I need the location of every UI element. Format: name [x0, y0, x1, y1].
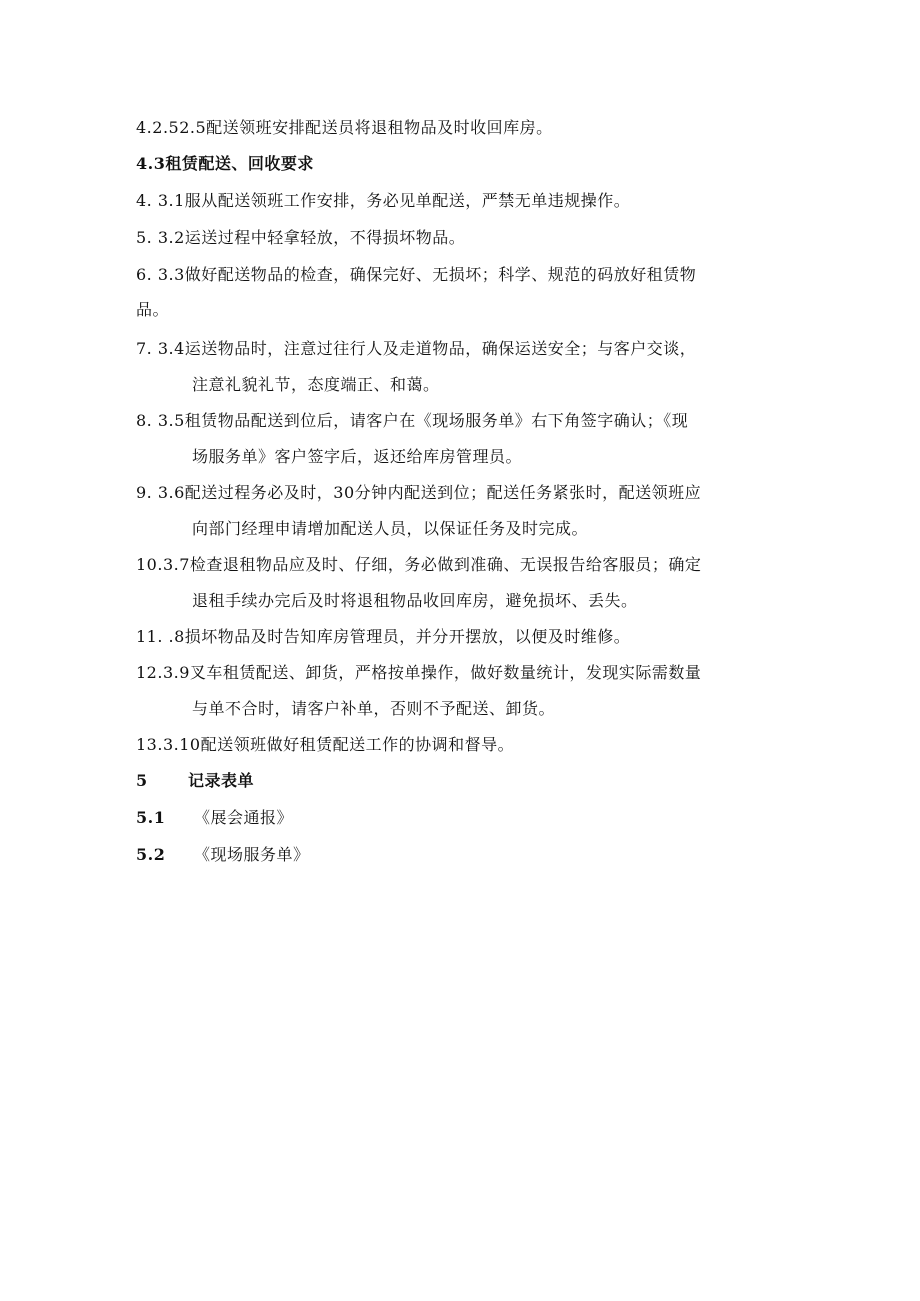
list-item-12: 12.3.9叉车租赁配送、卸货，严格按单操作，做好数量统计，发现实际需数量: [136, 663, 702, 682]
list-item-13: 13.3.10配送领班做好租赁配送工作的协调和督导。: [136, 735, 515, 754]
list-item-6: 6. 3.3做好配送物品的检查，确保完好、无损坏；科学、规范的码放好租赁物: [136, 265, 697, 284]
record-item-5-1: [136, 808, 293, 828]
section-title: 记录表单: [188, 771, 255, 790]
list-item-9: 9. 3.6配送过程务必及时，30分钟内配送到位；配送任务紧张时，配送领班应: [136, 483, 702, 502]
record-item-5-2: [136, 845, 310, 865]
list-item-8: 8. 3.5租赁物品配送到位后，请客户在《现场服务单》右下角签字确认；《现: [136, 411, 689, 430]
record-title: 《现场服务单》: [194, 845, 310, 864]
list-item-8-cont: 场服务单》客户签字后，返还给库房管理员。: [192, 447, 523, 466]
list-item-4: 4. 3.1服从配送领班工作安排，务必见单配送，严禁无单违规操作。: [136, 191, 631, 210]
list-item-5: 5. 3.2运送过程中轻拿轻放，不得损坏物品。: [136, 228, 466, 247]
record-number: 5.1: [136, 808, 166, 827]
list-item-6-cont: 品。: [136, 300, 170, 319]
list-item-10-cont: 退租手续办完后及时将退租物品收回库房，避免损坏、丢失。: [192, 591, 638, 610]
list-item-10: 10.3.7检查退租物品应及时、仔细，务必做到准确、无误报告给客服员；确定: [136, 555, 702, 574]
list-item-7-cont: 注意礼貌礼节，态度端正、和蔼。: [192, 375, 440, 394]
heading-4-3: 4.3租赁配送、回收要求: [136, 154, 314, 173]
record-title: 《展会通报》: [194, 808, 294, 827]
paragraph-4-2-5: 4.2.52.5配送领班安排配送员将退租物品及时收回库房。: [136, 118, 553, 137]
section-number: 5: [136, 771, 148, 790]
list-item-7: 7. 3.4运送物品时，注意过往行人及走道物品，确保运送安全；与客户交谈，: [136, 339, 697, 358]
list-item-11: 11. .8损坏物品及时告知库房管理员，并分开摆放，以便及时维修。: [136, 627, 631, 646]
list-item-12-cont: 与单不合时，请客户补单，否则不予配送、卸货。: [192, 699, 556, 718]
list-item-9-cont: 向部门经理申请增加配送人员，以保证任务及时完成。: [192, 519, 589, 538]
section-5-heading: [136, 771, 254, 791]
record-number: 5.2: [136, 845, 166, 864]
